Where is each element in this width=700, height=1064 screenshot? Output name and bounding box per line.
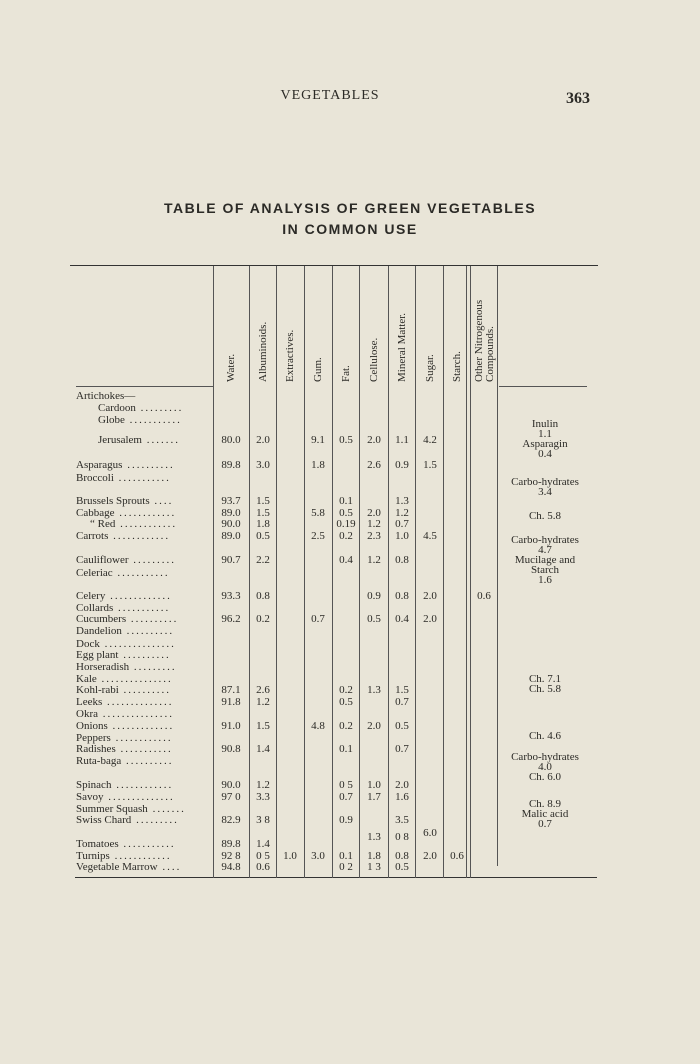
dot-leader: .......... <box>126 613 179 625</box>
table-cell: 93.7 <box>221 495 241 507</box>
table-cell: 90.0 <box>221 518 241 530</box>
table-title-line-1: TABLE OF ANALYSIS OF GREEN VEGETABLES <box>163 200 537 216</box>
table-top-rule <box>70 265 598 266</box>
row-label-text: Peppers <box>76 732 111 744</box>
notes-cell <box>499 535 591 585</box>
dot-leader: ......... <box>131 814 179 826</box>
dot-leader: .......... <box>121 755 174 767</box>
note-line: 1.6 <box>538 574 552 586</box>
notes-cell <box>499 477 591 497</box>
row-label <box>76 590 172 602</box>
header-rule <box>499 386 587 387</box>
column-rule <box>443 266 444 878</box>
column-header-text: Extractives. <box>284 329 296 382</box>
table-cell: 0.5 <box>339 696 353 708</box>
dot-leader: .............. <box>102 696 174 708</box>
table-cell: 1.0 <box>283 850 297 862</box>
dot-leader: ........... <box>115 743 173 755</box>
table-cell: 80.0 <box>221 434 241 446</box>
table-cell: 1.0 <box>367 779 381 791</box>
page-number: 363 <box>566 90 590 107</box>
table-cell: 0.1 <box>339 495 353 507</box>
table-cell: 2.2 <box>256 554 270 566</box>
table-cell: 1 3 <box>367 861 381 873</box>
table-cell: 0.6 <box>450 850 464 862</box>
table-cell: 1.2 <box>367 518 381 530</box>
table-cell: 1.5 <box>423 459 437 471</box>
table-cell: 93.3 <box>221 590 241 602</box>
table-cell: 2.0 <box>423 590 437 602</box>
table-cell: 91.0 <box>221 720 241 732</box>
table-cell: 2.0 <box>423 850 437 862</box>
table-cell: 89.0 <box>221 507 241 519</box>
column-header-text: Other Nitrogenous Compounds. <box>473 299 496 382</box>
table-cell: 89.8 <box>221 838 241 850</box>
table-cell: 0.9 <box>339 814 353 826</box>
note-line: Inulin <box>531 418 559 430</box>
table-cell: 1.3 <box>367 684 381 696</box>
table-cell: 2.3 <box>367 530 381 542</box>
table-cell: 2.0 <box>367 507 381 519</box>
row-label <box>76 838 176 850</box>
table-cell: 0 5 <box>339 779 353 791</box>
table-cell: 82.9 <box>221 814 241 826</box>
dot-leader: ............ <box>108 530 171 542</box>
row-label-text: Summer Squash <box>76 803 148 815</box>
row-label <box>76 649 171 661</box>
note-line: Malic acid <box>521 808 569 820</box>
note-line: Ch. 7.1 <box>528 673 562 685</box>
row-label-text: Turnips <box>76 850 110 862</box>
row-label <box>76 791 175 803</box>
row-label-text: Artichokes— <box>76 390 136 402</box>
row-label-text: Tomatoes <box>76 838 119 850</box>
table-cell: 1.2 <box>256 779 270 791</box>
column-rule <box>304 266 305 878</box>
note-line: 4.0 <box>538 761 552 773</box>
table-cell: 1.4 <box>256 838 270 850</box>
notes-cell <box>499 511 591 521</box>
table-cell: 0.8 <box>395 554 409 566</box>
table-cell: 1.2 <box>256 696 270 708</box>
table-cell: 1.4 <box>256 743 270 755</box>
row-label <box>98 414 182 426</box>
notes-cell <box>499 674 591 694</box>
dot-leader: ....... <box>141 434 180 446</box>
notes-cell <box>499 752 591 782</box>
table-cell: 0.2 <box>256 613 270 625</box>
table-title <box>80 198 620 240</box>
table-cell: 97 0 <box>221 791 241 803</box>
note-line: Asparagin <box>522 438 568 450</box>
table-cell: 0.4 <box>339 554 353 566</box>
row-label-text: Cauliflower <box>76 554 129 566</box>
table-cell: 2.0 <box>395 779 409 791</box>
note-line: Carbo-hydrates <box>511 751 579 763</box>
table-cell: 0.5 <box>339 434 353 446</box>
note-line: 4.7 <box>538 544 552 556</box>
row-label-text: Brussels Sprouts <box>76 495 150 507</box>
table-cell: 0.1 <box>339 850 353 862</box>
row-label-text: Collards <box>76 602 114 614</box>
table-cell: 0.5 <box>367 613 381 625</box>
row-label-text: Savoy <box>76 791 104 803</box>
note-line: 1.1 <box>538 428 552 440</box>
row-label-text: “ Red <box>90 518 116 530</box>
row-label-text: Leeks <box>76 696 103 708</box>
table-cell: 3.5 <box>395 814 409 826</box>
table-cell: 96.2 <box>221 613 241 625</box>
table-cell: 91.8 <box>221 696 241 708</box>
dot-leader: .... <box>149 495 174 507</box>
running-title: VEGETABLES <box>280 88 380 103</box>
note-line: Ch. 4.6 <box>528 730 562 742</box>
dot-leader: ............ <box>111 779 174 791</box>
dot-leader: .............. <box>103 791 175 803</box>
note-line: 0.4 <box>538 448 552 460</box>
row-label <box>76 743 173 755</box>
table-title-line-2: IN COMMON USE <box>282 221 418 237</box>
row-label-text: Cardoon <box>98 402 136 414</box>
table-cell: 0.2 <box>339 720 353 732</box>
dot-leader: ......... <box>128 554 177 566</box>
row-label-text: Dock <box>76 638 100 650</box>
dot-leader: ........... <box>113 472 171 484</box>
table-cell: 0 2 <box>339 861 353 873</box>
row-label <box>76 814 179 826</box>
table-cell: 1.2 <box>367 554 381 566</box>
row-label <box>76 625 174 637</box>
row-label <box>76 708 174 720</box>
table-cell: 4.8 <box>311 720 325 732</box>
row-label <box>90 518 177 530</box>
table-cell: 0.2 <box>339 684 353 696</box>
dot-leader: .......... <box>118 684 172 696</box>
note-line: Ch. 8.9 <box>528 798 562 810</box>
table-cell: 0.7 <box>395 518 409 530</box>
row-label-text: Ruta-baga <box>76 755 122 767</box>
row-label-text: Kale <box>76 673 97 685</box>
table-cell: 94.8 <box>221 861 241 873</box>
table-cell: 2.0 <box>367 720 381 732</box>
table-cell: 1.7 <box>367 791 381 803</box>
table-cell: 0.7 <box>395 743 409 755</box>
row-label <box>76 661 177 673</box>
table-cell: 87.1 <box>221 684 241 696</box>
dot-leader: .......... <box>122 459 175 471</box>
row-label <box>76 684 171 696</box>
table-cell: 1.6 <box>395 791 409 803</box>
note-line: Carbo-hydrates <box>511 534 579 546</box>
dot-leader: ......... <box>129 661 177 673</box>
table-cell: 3.0 <box>311 850 325 862</box>
table-cell: 3.0 <box>256 459 270 471</box>
row-label-text: Jerusalem <box>98 434 142 446</box>
note-line: 0.7 <box>538 818 552 830</box>
table-cell: 0.9 <box>395 459 409 471</box>
row-label <box>76 779 173 791</box>
row-label-text: Horseradish <box>76 661 130 673</box>
table-cell: 0.6 <box>477 590 491 602</box>
column-header-text: Starch. <box>451 351 463 382</box>
row-label <box>76 390 135 402</box>
dot-leader: ............... <box>98 708 174 720</box>
row-label-text: Carrots <box>76 530 109 542</box>
table-cell: 90.7 <box>221 554 241 566</box>
table-cell: 0.7 <box>311 613 325 625</box>
row-label-text: Spinach <box>76 779 112 791</box>
table-cell: 3 8 <box>256 814 270 826</box>
table-cell: 1.5 <box>256 495 270 507</box>
column-header-text: Water. <box>225 353 237 382</box>
row-label-text: Vegetable Marrow <box>76 861 158 873</box>
notes-cell <box>499 731 591 741</box>
table-cell: 1.8 <box>256 518 270 530</box>
table-cell: 0.4 <box>395 613 409 625</box>
table-cell: 0.1 <box>339 743 353 755</box>
column-rule <box>466 266 467 878</box>
row-label-text: Cabbage <box>76 507 115 519</box>
row-label-text: Celeriac <box>76 567 113 579</box>
column-rule <box>213 266 214 878</box>
column-rule <box>497 266 498 866</box>
table-cell: 9.1 <box>311 434 325 446</box>
table-cell: 0 5 <box>256 850 270 862</box>
table-cell: 1.5 <box>256 720 270 732</box>
row-label <box>76 567 170 579</box>
table-cell: 2.0 <box>423 613 437 625</box>
row-label-text: Dandelion <box>76 625 122 637</box>
dot-leader: ........... <box>124 414 182 426</box>
row-label-text: Swiss Chard <box>76 814 132 826</box>
note-line: Ch. 6.0 <box>528 771 562 783</box>
row-label <box>76 613 178 625</box>
table-cell: 2.5 <box>311 530 325 542</box>
dot-leader: ............ <box>109 850 172 862</box>
table-cell: 1.1 <box>395 434 409 446</box>
table-cell: 1.0 <box>395 530 409 542</box>
dot-leader: .......... <box>121 625 175 637</box>
row-label <box>76 530 170 542</box>
note-line: Ch. 5.8 <box>528 510 562 522</box>
table-cell: 6.0 <box>423 827 437 839</box>
dot-leader: ........... <box>113 602 171 614</box>
row-label <box>98 434 180 446</box>
row-label-text: Onions <box>76 720 108 732</box>
dot-leader: ............. <box>107 720 175 732</box>
table-cell: 1.3 <box>395 495 409 507</box>
row-label <box>76 861 181 873</box>
row-label <box>98 402 183 414</box>
row-label-text: Cucumbers <box>76 613 127 625</box>
dot-leader: ............ <box>115 518 178 530</box>
dot-leader: .......... <box>118 649 171 661</box>
table-cell: 1.5 <box>395 684 409 696</box>
note-line: Ch. 5.8 <box>528 683 562 695</box>
table-cell: 4.2 <box>423 434 437 446</box>
table-cell: 0.8 <box>256 590 270 602</box>
row-label <box>76 495 173 507</box>
row-label <box>76 696 174 708</box>
table-cell: 1.8 <box>367 850 381 862</box>
row-label <box>76 720 174 732</box>
note-line: Mucilage and <box>514 554 576 566</box>
table-cell: 2.0 <box>367 434 381 446</box>
table-cell: 2.0 <box>256 434 270 446</box>
dot-leader: ............ <box>114 507 177 519</box>
row-label-text: Egg plant <box>76 649 119 661</box>
row-label <box>76 459 175 471</box>
notes-cell <box>499 799 591 829</box>
table-cell: 89.0 <box>221 530 241 542</box>
table-cell: 4.5 <box>423 530 437 542</box>
row-label-text: Radishes <box>76 743 116 755</box>
dot-leader: ....... <box>147 803 186 815</box>
dot-leader: ........... <box>112 567 170 579</box>
table-cell: 3.3 <box>256 791 270 803</box>
dot-leader: ............ <box>110 732 173 744</box>
row-label-text: Globe <box>98 414 125 426</box>
dot-leader: ......... <box>135 402 184 414</box>
table-cell: 0.5 <box>256 530 270 542</box>
row-label <box>76 755 173 767</box>
row-label-text: Celery <box>76 590 106 602</box>
table-cell: 1.8 <box>311 459 325 471</box>
row-label-text: Okra <box>76 708 98 720</box>
table-cell: 90.8 <box>221 743 241 755</box>
column-header-text: Mineral Matter. <box>396 312 408 382</box>
column-header-text: Sugar. <box>424 354 436 382</box>
dot-leader: .... <box>157 861 182 873</box>
table-cell: 89.8 <box>221 459 241 471</box>
header-rule <box>76 386 213 387</box>
column-header-text: Albuminoids. <box>257 321 269 382</box>
table-cell: 0.2 <box>339 530 353 542</box>
note-line: Carbo-hydrates <box>511 476 579 488</box>
table-cell: 90.0 <box>221 779 241 791</box>
table-cell: 0.8 <box>395 590 409 602</box>
table-cell: 0.7 <box>339 791 353 803</box>
table-cell: 5.8 <box>311 507 325 519</box>
row-label-text: Kohl-rabi <box>76 684 119 696</box>
column-rule <box>470 266 471 878</box>
dot-leader: ............... <box>96 673 173 685</box>
table-cell: 0.7 <box>395 696 409 708</box>
table-cell: 1.5 <box>256 507 270 519</box>
table-cell: 92 8 <box>221 850 241 862</box>
row-label-text: Broccoli <box>76 472 114 484</box>
table-cell: 0.5 <box>339 507 353 519</box>
table-cell: 1.2 <box>395 507 409 519</box>
column-header-text: Cellulose. <box>368 337 380 382</box>
table-cell: 0.5 <box>395 861 409 873</box>
table-cell: 0.9 <box>367 590 381 602</box>
table-bottom-rule <box>75 877 597 878</box>
note-line: 3.4 <box>538 486 552 498</box>
table-cell: 0.6 <box>256 861 270 873</box>
table-cell: 0 8 <box>395 831 409 843</box>
table-cell: 2.6 <box>367 459 381 471</box>
dot-leader: ........... <box>118 838 176 850</box>
table-cell: 0.8 <box>395 850 409 862</box>
column-header-text: Gum. <box>312 357 324 382</box>
notes-cell <box>499 419 591 459</box>
row-label <box>76 472 171 484</box>
table-cell: 1.3 <box>367 831 381 843</box>
table-cell: 2.6 <box>256 684 270 696</box>
table-cell: 0.19 <box>336 518 356 530</box>
row-label-text: Asparagus <box>76 459 123 471</box>
row-label <box>76 554 176 566</box>
note-line: Starch <box>530 564 560 576</box>
dot-leader: ............. <box>105 590 172 602</box>
table-cell: 0.5 <box>395 720 409 732</box>
dot-leader: ............... <box>99 638 176 650</box>
column-header-text: Fat. <box>340 365 352 382</box>
